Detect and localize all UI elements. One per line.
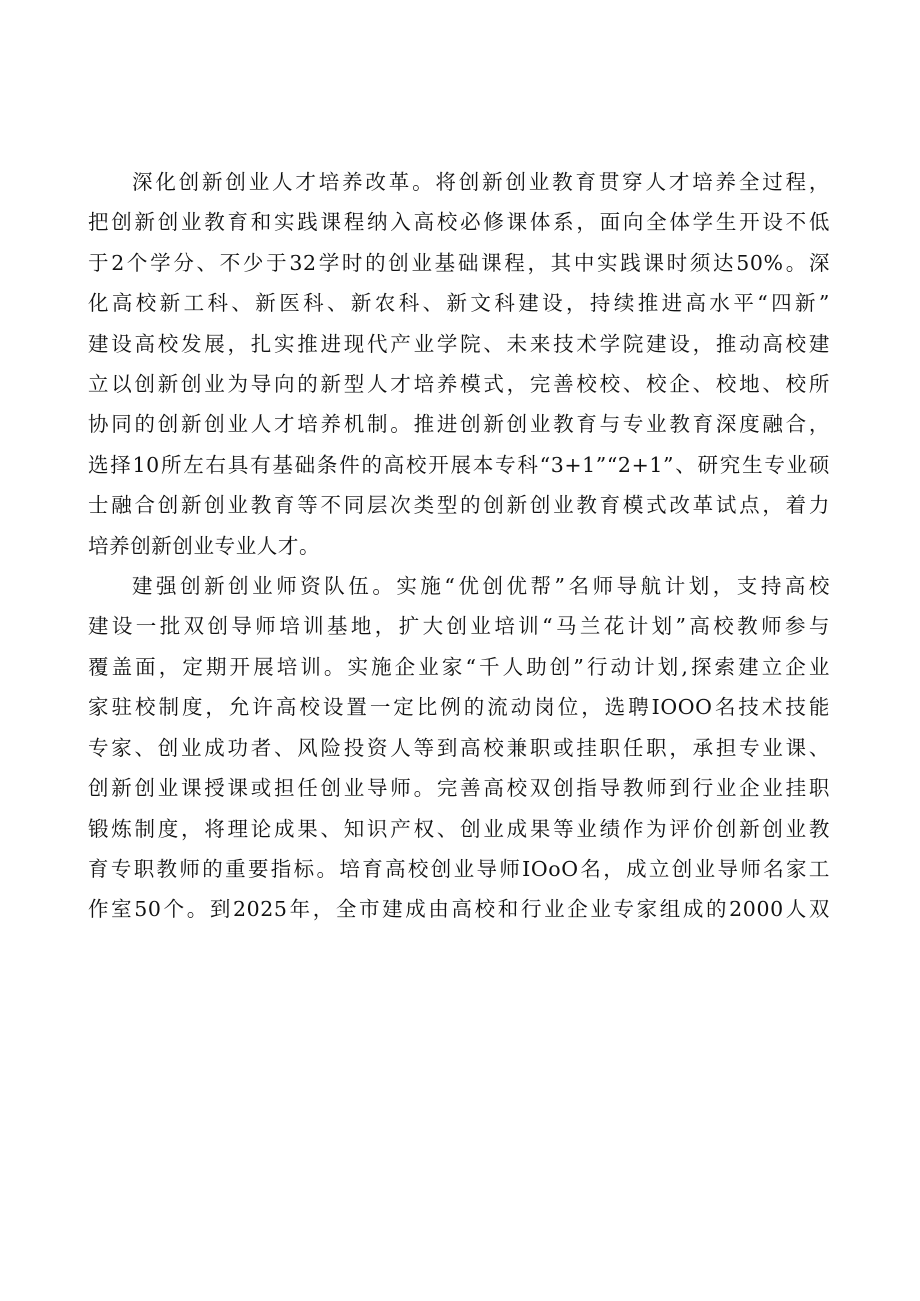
paragraph-line: 专家、创业成功者、风险投资人等到高校兼职或挂职任职，承担专业课、 xyxy=(88,735,830,760)
paragraph-line: 协同的创新创业人才培养机制。推进创新创业教育与专业教育深度融合， xyxy=(88,412,830,437)
paragraph-line: 覆盖面，定期开展培训。实施企业家“千人助创”行动计划,探索建立企业 xyxy=(88,654,830,679)
paragraph-line: 于2个学分、不少于32学时的创业基础课程，其中实践课时须达50%。深 xyxy=(88,250,830,275)
paragraph-line: 建强创新创业师资队伍。实施“优创优帮”名师导航计划，支持高校 xyxy=(132,574,830,599)
paragraph-teacher-team-building xyxy=(88,566,830,930)
paragraph-line: 选择10所左右具有基础条件的高校开展本专科“3+1”“2+1”、研究生专业硕 xyxy=(88,452,830,477)
paragraph-line: 深化创新创业人才培养改革。将创新创业教育贯穿人才培养全过程， xyxy=(132,170,830,194)
paragraph-line: 建设高校发展，扎实推进现代产业学院、未来技术学院建设，推动高校建 xyxy=(88,331,830,356)
paragraph-line: 家驻校制度，允许高校设置一定比例的流动岗位，选聘IOOO名技术技能 xyxy=(88,695,830,720)
paragraph-line: 锻炼制度，将理论成果、知识产权、创业成果等业绩作为评价创新创业教 xyxy=(88,816,830,841)
paragraph-line: 培养创新创业专业人才。 xyxy=(88,533,321,558)
paragraph-line: 把创新创业教育和实践课程纳入高校必修课体系，面向全体学生开设不低 xyxy=(88,210,830,235)
paragraph-line: 作室50个。到2025年，全市建成由高校和行业企业专家组成的2000人双 xyxy=(88,897,830,922)
paragraph-line: 建设一批双创导师培训基地，扩大创业培训“马兰花计划”高校教师参与 xyxy=(88,614,830,639)
paragraph-line: 创新创业课授课或担任创业导师。完善高校双创指导教师到行业企业挂职 xyxy=(88,776,830,801)
paragraph-line: 化高校新工科、新医科、新农科、新文科建设，持续推进高水平“四新” xyxy=(88,291,830,316)
paragraph-line: 育专职教师的重要指标。培育高校创业导师IOoO名，成立创业导师名家工 xyxy=(88,856,830,881)
document-body xyxy=(88,162,830,930)
paragraph-entrepreneurship-talent-reform xyxy=(88,162,830,566)
paragraph-line: 士融合创新创业教育等不同层次类型的创新创业教育模式改革试点，着力 xyxy=(88,493,830,518)
paragraph-line: 立以创新创业为导向的新型人才培养模式，完善校校、校企、校地、校所 xyxy=(88,372,830,397)
